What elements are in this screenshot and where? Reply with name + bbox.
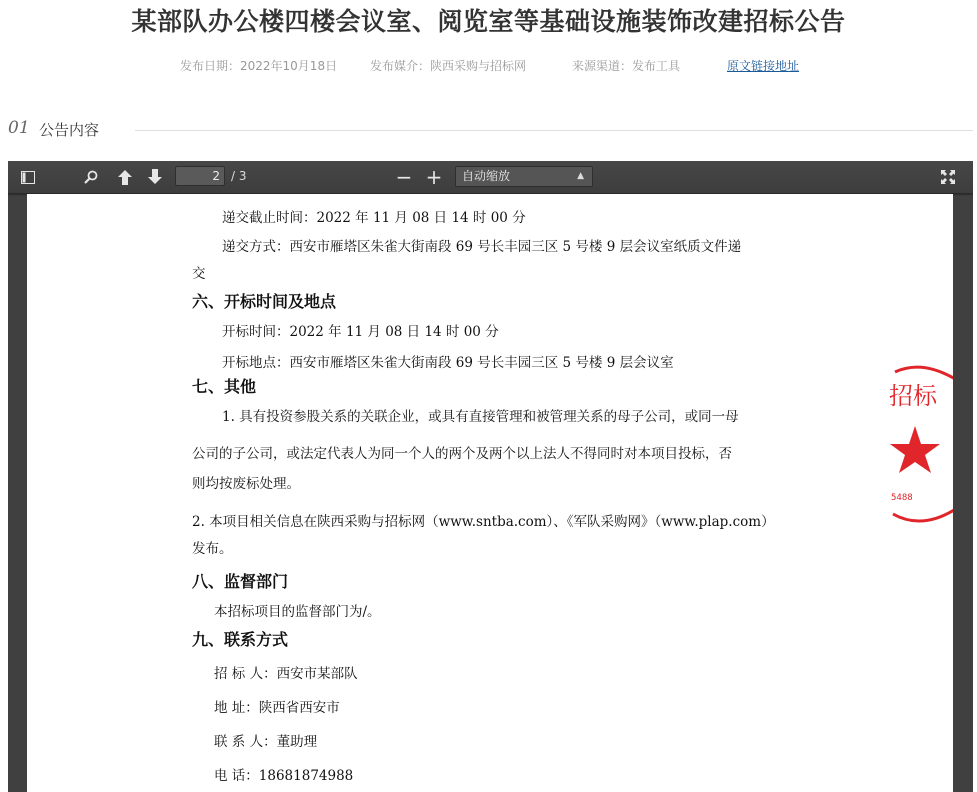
doc-heading: 七、其他: [192, 377, 257, 396]
svg-text:招标: 招标: [889, 382, 937, 410]
doc-line: 地 址：陕西省西安市: [214, 700, 340, 716]
doc-heading: 八、监督部门: [192, 572, 289, 591]
doc-line: 递交方式：西安市雁塔区朱雀大街南段 69 号长丰园三区 5 号楼 9 层会议室纸质文件递: [222, 239, 742, 255]
doc-line: 交: [192, 266, 206, 282]
zoom-select-value: 自动缩放: [462, 169, 511, 183]
doc-heading: 六、开标时间及地点: [192, 292, 337, 311]
zoom-select[interactable]: [455, 166, 593, 187]
doc-line: 开标地点：西安市雁塔区朱雀大街南段 69 号长丰园三区 5 号楼 9 层会议室: [222, 355, 674, 371]
doc-line: 则均按废标处理。: [192, 476, 300, 492]
article-title: 某部队办公楼四楼会议室、阅览室等基础设施装饰改建招标公告: [131, 7, 846, 36]
section-number: 01: [8, 118, 30, 138]
presentation-mode-icon[interactable]: [937, 161, 959, 195]
previous-page-icon[interactable]: [114, 161, 136, 196]
pdf-toolbar: [8, 161, 973, 194]
zoom-out-icon[interactable]: −: [395, 165, 413, 189]
doc-line: 2. 本项目相关信息在陕西采购与招标网（www.sntba.com）、《军队采购网》（www.plap.com）: [192, 514, 775, 530]
original-link[interactable]: 原文链接地址: [727, 59, 800, 73]
doc-line: 联 系 人：董助理: [214, 734, 318, 750]
pdf-page: [27, 194, 953, 792]
page-total: / 3: [231, 169, 247, 183]
source-channel: 来源渠道：发布工具: [572, 59, 681, 73]
search-icon[interactable]: [80, 161, 102, 195]
publish-date: 发布日期：2022年10月18日: [180, 59, 338, 73]
svg-text:5488: 5488: [891, 493, 913, 503]
doc-line: 招 标 人：西安市某部队: [214, 666, 358, 682]
section-divider: [135, 130, 973, 131]
doc-line: 开标时间：2022 年 11 月 08 日 14 时 00 分: [222, 324, 499, 340]
doc-line: 公司的子公司，或法定代表人为同一个人的两个及两个以上法人不得同时对本项目投标，否: [192, 446, 732, 462]
section-label: 公告内容: [39, 121, 100, 139]
doc-line: 本招标项目的监督部门为/。: [214, 604, 381, 620]
zoom-in-icon[interactable]: +: [425, 165, 443, 189]
doc-line: 递交截止时间：2022 年 11 月 08 日 14 时 00 分: [222, 210, 526, 226]
doc-heading: 九、联系方式: [192, 630, 289, 649]
publish-media: 发布媒介：陕西采购与招标网: [370, 59, 527, 73]
section-header: [8, 118, 973, 142]
next-page-icon[interactable]: [144, 161, 166, 195]
red-seal-stamp: [885, 364, 953, 544]
pdf-viewer[interactable]: [8, 161, 973, 792]
doc-line: 1. 具有投资参股关系的关联企业，或具有直接管理和被管理关系的母子公司，或同一母: [222, 409, 739, 425]
sidebar-toggle-icon[interactable]: [17, 161, 39, 195]
doc-line: 电 话：18681874988: [214, 768, 354, 784]
chevron-updown-icon: ▲: [577, 171, 584, 181]
page-number-input[interactable]: [175, 166, 225, 186]
doc-line: 发布。: [192, 541, 233, 557]
